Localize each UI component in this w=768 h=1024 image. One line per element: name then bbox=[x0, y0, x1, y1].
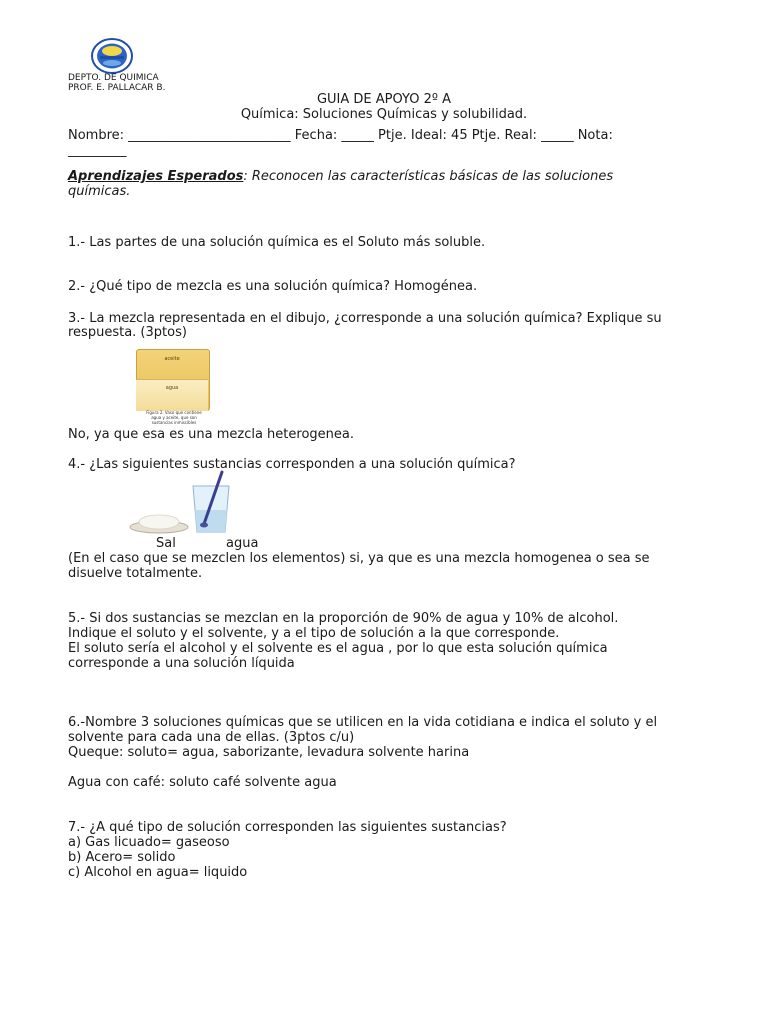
answer-5-cont: corresponde a una solución líquida bbox=[68, 656, 295, 671]
answer-5: El soluto sería el alcohol y el solvente es el agua , por lo que esta solución química bbox=[68, 641, 608, 656]
professor: PROF. E. PALLACAR B. bbox=[68, 83, 166, 93]
question-3: 3.- La mezcla representada en el dibujo, ¿corresponde a una solución química? Explique su bbox=[68, 311, 662, 326]
answer-7c: c) Alcohol en agua= liquido bbox=[68, 865, 248, 880]
learning-objectives bbox=[68, 169, 613, 184]
student-fields: Nombre: _________________________ Fecha: _____ Ptje. Ideal: 45 Ptje. Real: _____ Nota: bbox=[68, 128, 613, 143]
question-5: 5.- Si dos sustancias se mezclan en la proporción de 90% de agua y 10% de alcohol. bbox=[68, 611, 619, 626]
objectives-text-cont: químicas. bbox=[68, 184, 131, 199]
school-logo bbox=[90, 37, 134, 75]
label-sal: Sal bbox=[156, 536, 176, 551]
water-glass-image bbox=[190, 470, 232, 534]
question-3-cont: respuesta. (3ptos) bbox=[68, 325, 187, 340]
question-6-cont: solvente para cada una de ellas. (3ptos c/u) bbox=[68, 730, 355, 745]
figure-caption: Figura 2. Vaso que contiene agua y aceite, que son sustancias inmiscibles bbox=[146, 410, 202, 425]
page-subtitle: Química: Soluciones Químicas y solubilidad. bbox=[240, 107, 528, 122]
page-title: GUIA DE APOYO 2º A bbox=[316, 92, 452, 107]
label-agua: agua bbox=[226, 536, 259, 551]
answer-4-cont: disuelve totalmente. bbox=[68, 566, 203, 581]
question-6: 6.-Nombre 3 soluciones químicas que se utilicen en la vida cotidiana e indica el soluto y el bbox=[68, 715, 658, 730]
answer-3: No, ya que esa es una mezcla heterogenea. bbox=[68, 427, 354, 442]
answer-4: (En el caso que se mezclen los elementos) si, ya que es una mezcla homogenea o sea se bbox=[68, 551, 650, 566]
salt-plate-image bbox=[129, 505, 189, 535]
question-4: 4.- ¿Las siguientes sustancias corresponden a una solución química? bbox=[68, 457, 516, 472]
fig-label-water: agua bbox=[165, 385, 179, 391]
answer-6-queque: Queque: soluto= agua, saborizante, levadura solvente harina bbox=[68, 745, 470, 760]
question-1: 1.- Las partes de una solución química es el Soluto más soluble. bbox=[68, 235, 486, 250]
question-2: 2.- ¿Qué tipo de mezcla es una solución química? Homogénea. bbox=[68, 279, 478, 294]
answer-7b: b) Acero= solido bbox=[68, 850, 176, 865]
question-5-cont: Indique el soluto y el solvente, y a el tipo de solución a la que corresponde. bbox=[68, 626, 560, 641]
answer-7a: a) Gas licuado= gaseoso bbox=[68, 835, 230, 850]
answer-6-cafe: Agua con café: soluto café solvente agua bbox=[68, 775, 337, 790]
department: DEPTO. DE QUIMICA bbox=[68, 73, 159, 83]
student-fields-cont: _________ bbox=[68, 143, 127, 158]
objectives-text: : Reconocen las características básicas de las soluciones bbox=[243, 169, 614, 184]
fig-label-oil: aceite bbox=[164, 356, 180, 362]
oil-water-figure bbox=[136, 349, 208, 425]
question-7: 7.- ¿A qué tipo de solución corresponden las siguientes sustancias? bbox=[68, 820, 507, 835]
objectives-label: Aprendizajes Esperados bbox=[68, 169, 244, 184]
